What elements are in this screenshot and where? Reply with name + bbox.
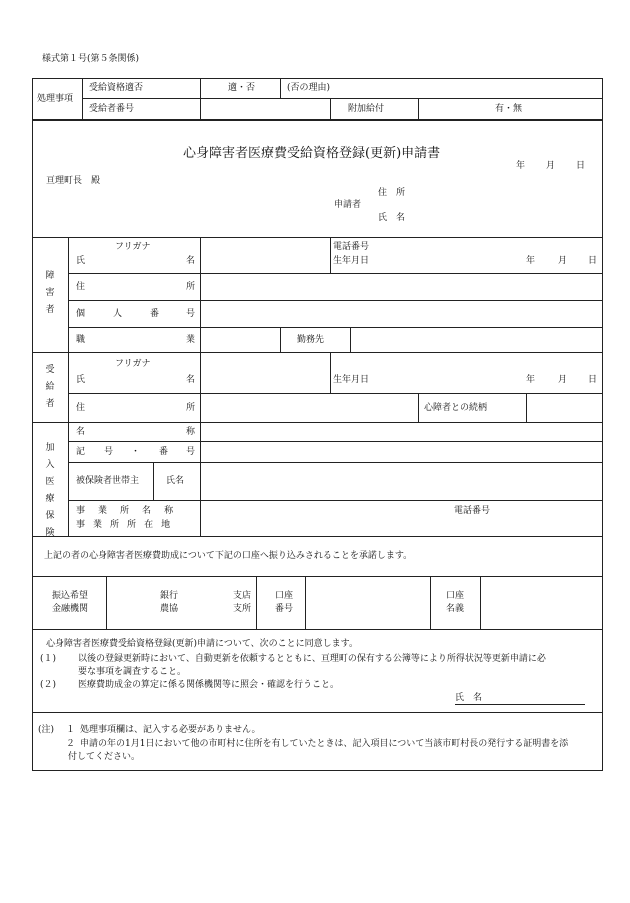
occupation-label: 職 — [76, 335, 86, 345]
office-address-label: 事 業 所 所 在 地 — [76, 520, 171, 530]
disabled-name-label: 氏 — [76, 256, 86, 266]
disabled-birth-day: 日 — [588, 256, 598, 266]
addressee: 亘理町長 殿 — [46, 176, 101, 186]
additional-benefit-value[interactable]: 有・無 — [495, 104, 523, 114]
recipient-section-label: 受 給 者 — [45, 365, 55, 409]
recipient-birth-month: 月 — [558, 375, 568, 385]
personal-no-label: 個 — [76, 309, 86, 319]
agreement-intro: 心身障害者医療費受給資格登録(更新)申請について、次のことに同意します。 — [46, 639, 358, 649]
signature-line[interactable] — [455, 704, 585, 705]
agreement-item1-no: (１) — [40, 654, 57, 664]
applicant-label: 申請者 — [334, 200, 362, 210]
bank-type-bank[interactable]: 銀行 — [160, 591, 179, 601]
disabled-address-label-2: 所 — [186, 282, 196, 292]
recipient-name-label-2: 名 — [186, 375, 196, 385]
date-day: 日 — [576, 161, 586, 171]
disabled-furigana: フリガナ — [115, 242, 151, 252]
agreement-item2-no: (２) — [40, 680, 57, 690]
notes-label: (注) — [38, 725, 55, 735]
date-month: 月 — [546, 161, 556, 171]
recipient-furigana: フリガナ — [115, 359, 151, 369]
personal-no-label-3: 番 — [150, 309, 160, 319]
note1-no: １ — [66, 725, 76, 735]
agreement-item1-line2: 要な事項を調査すること。 — [78, 667, 187, 677]
disabled-birth-year: 年 — [526, 256, 536, 266]
additional-benefit-label: 附加給付 — [348, 104, 385, 114]
form-number: 様式第１号(第５条関係) — [42, 54, 140, 64]
recipient-birth-day: 日 — [588, 375, 598, 385]
symbol-number-label-3: ・ — [131, 447, 141, 457]
holder-name-label: 氏名 — [166, 476, 185, 486]
disabled-name-label-2: 名 — [186, 256, 196, 266]
consent-transfer: 上記の者の心身障害者医療費助成について下記の口座へ振り込みされることを承諾します。 — [44, 551, 413, 561]
office-phone-label: 電話番号 — [454, 506, 491, 516]
eligibility-label: 受給資格適否 — [89, 83, 144, 93]
rejection-reason: (否の理由) — [287, 83, 331, 93]
agreement-item1-line1: 以後の登録更新時において、自動更新を依頼するとともに、亘理町の保有する公簿等により所得状況等更新申請に必 — [78, 654, 546, 664]
insurance-name-label: 名 — [76, 427, 86, 437]
office-name-label: 事 業 所 名 称 — [76, 506, 174, 516]
applicant-address-label: 住 所 — [378, 188, 406, 198]
note2-line1: 申請の年の1月1日において他の市町村に住所を有していたときは、記入項目について当該市町村長の発行する証明書を添 — [80, 739, 569, 749]
branch-type-1[interactable]: 支店 — [233, 591, 252, 601]
occupation-label-2: 業 — [186, 335, 196, 345]
agreement-name-label: 氏 名 — [455, 693, 483, 703]
symbol-number-label-4: 番 — [159, 447, 169, 457]
personal-no-label-2: 人 — [113, 309, 123, 319]
recipient-no-label: 受給者番号 — [89, 104, 135, 114]
recipient-name-label: 氏 — [76, 375, 86, 385]
note2-no: ２ — [66, 739, 76, 749]
disabled-phone-label: 電話番号 — [333, 242, 370, 252]
recipient-birthdate-label: 生年月日 — [333, 375, 370, 385]
disabled-address-label: 住 — [76, 282, 86, 292]
account-holder-label-1: 口座 — [446, 591, 465, 601]
processing-header: 処理事項 — [37, 94, 74, 104]
disabled-birthdate-label: 生年月日 — [333, 256, 370, 266]
agreement-item2: 医療費助成金の算定に係る関係機関等に照会・確認を行うこと。 — [78, 680, 340, 690]
disabled-section-label: 障 害 者 — [45, 271, 55, 315]
account-no-label-1: 口座 — [275, 591, 294, 601]
insurance-name-label-2: 称 — [186, 427, 196, 437]
symbol-number-label: 記 — [76, 447, 86, 457]
account-holder-label-2: 名義 — [446, 604, 465, 614]
personal-no-label-4: 号 — [186, 309, 196, 319]
relation-label: 心障者との続柄 — [424, 403, 488, 413]
symbol-number-label-5: 号 — [186, 447, 196, 457]
recipient-address-label-2: 所 — [186, 403, 196, 413]
branch-type-2[interactable]: 支所 — [233, 604, 252, 614]
recipient-birth-year: 年 — [526, 375, 536, 385]
account-no-label-2: 番号 — [275, 604, 294, 614]
note2-line2: 付してください。 — [68, 752, 141, 762]
bank-type-agri[interactable]: 農協 — [160, 604, 179, 614]
symbol-number-label-2: 号 — [104, 447, 114, 457]
insurance-section-label: 加 入 医 療 保 険 — [45, 443, 55, 538]
date-year: 年 — [516, 161, 526, 171]
disabled-birth-month: 月 — [558, 256, 568, 266]
eligibility-value[interactable]: 適・否 — [228, 83, 256, 93]
head-of-household-label: 被保険者世帯主 — [76, 476, 140, 486]
form-title: 心身障害者医療費受給資格登録(更新)申請書 — [183, 146, 441, 161]
applicant-name-label: 氏 名 — [378, 213, 406, 223]
bank-label-2: 金融機関 — [52, 604, 89, 614]
workplace-label: 勤務先 — [297, 335, 325, 345]
bank-label-1: 振込希望 — [52, 591, 89, 601]
recipient-address-label: 住 — [76, 403, 86, 413]
note1: 処理事項欄は、記入する必要がありません。 — [80, 725, 261, 735]
